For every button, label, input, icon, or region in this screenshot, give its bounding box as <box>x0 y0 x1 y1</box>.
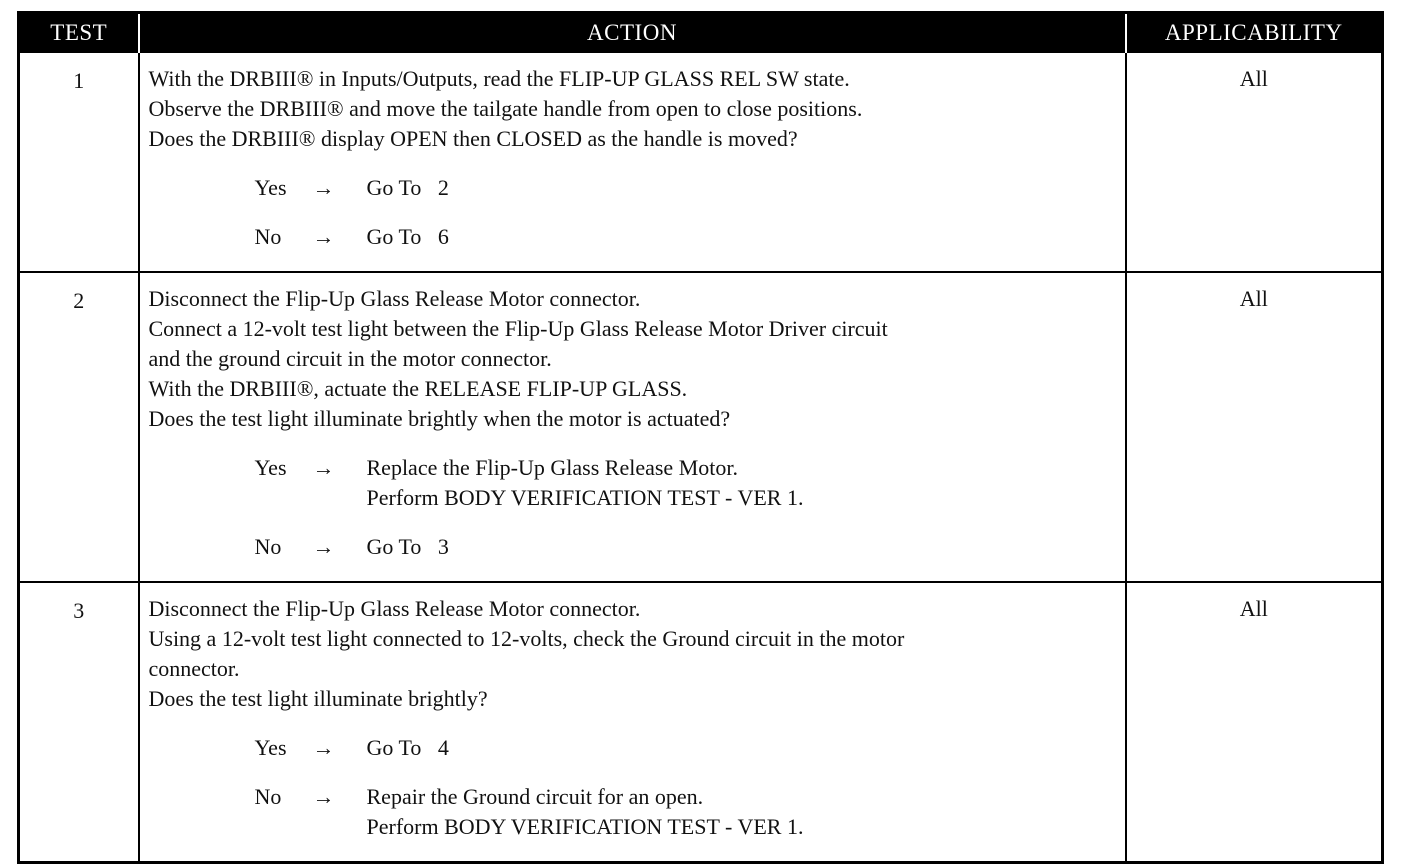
action-cell <box>139 272 1126 582</box>
header-action: ACTION <box>139 13 1126 53</box>
outcome-result-line: Repair the Ground circuit for an open. <box>366 784 704 809</box>
outcome-answer: No <box>254 784 282 809</box>
outcome-result-line: Perform BODY VERIFICATION TEST - VER 1. <box>366 485 804 510</box>
table-body <box>19 52 1383 863</box>
outcome-result <box>367 782 804 842</box>
outcome-result-line: Go To 3 <box>366 534 449 559</box>
outcomes <box>149 453 1125 562</box>
outcomes <box>149 733 1125 842</box>
action-cell <box>139 52 1126 272</box>
outcome-result <box>367 733 449 763</box>
outcome-no <box>255 222 1125 252</box>
outcome-no <box>255 532 1125 562</box>
action-instruction: Disconnect the Flip-Up Glass Release Motor connector. <box>148 286 641 311</box>
action-instruction: Using a 12-volt test light connected to 12-volts, check the Ground circuit in the motor <box>148 626 905 651</box>
outcome-no <box>255 782 1125 842</box>
action-instruction: Disconnect the Flip-Up Glass Release Motor connector. <box>148 596 641 621</box>
outcome-result <box>367 173 449 203</box>
action-instruction: Does the test light illuminate brightly? <box>148 686 488 711</box>
outcome-result <box>367 532 449 562</box>
table-row <box>19 582 1383 863</box>
applicability-value: All <box>1126 582 1383 863</box>
test-number: 1 <box>19 52 139 272</box>
test-number: 3 <box>19 582 139 863</box>
action-instruction: With the DRBIII®, actuate the RELEASE FLIP-UP GLASS. <box>148 376 688 401</box>
outcome-yes <box>255 173 1125 203</box>
outcome-result-line: Perform BODY VERIFICATION TEST - VER 1. <box>366 814 804 839</box>
applicability-value: All <box>1126 272 1383 582</box>
outcome-yes <box>255 453 1125 513</box>
right-arrow-icon: → <box>312 735 335 760</box>
outcome-answer: No <box>254 534 282 559</box>
action-instruction: Observe the DRBIII® and move the tailgate handle from open to close positions. <box>148 96 863 121</box>
action-instruction: Connect a 12-volt test light between the Flip-Up Glass Release Motor Driver circuit <box>148 316 888 341</box>
action-instruction: and the ground circuit in the motor connector. <box>148 346 552 371</box>
table-row <box>19 272 1383 582</box>
header-test: TEST <box>19 13 139 53</box>
outcome-result-line: Go To 4 <box>366 735 449 760</box>
outcome-result-line: Go To 2 <box>366 175 449 200</box>
right-arrow-icon: → <box>312 175 335 200</box>
outcome-answer: Yes <box>254 735 287 760</box>
action-instruction: connector. <box>148 656 240 681</box>
action-instruction: Does the DRBIII® display OPEN then CLOSED as the handle is moved? <box>148 126 798 151</box>
action-instruction: Does the test light illuminate brightly when the motor is actuated? <box>148 406 731 431</box>
right-arrow-icon: → <box>312 224 335 249</box>
outcome-result-line: Go To 6 <box>366 224 449 249</box>
action-instruction: With the DRBIII® in Inputs/Outputs, read the FLIP-UP GLASS REL SW state. <box>148 66 850 91</box>
table-row <box>19 52 1383 272</box>
diagnostic-test-table <box>17 11 1384 864</box>
outcome-answer: Yes <box>254 455 287 480</box>
header-applicability: APPLICABILITY <box>1126 13 1383 53</box>
right-arrow-icon: → <box>312 784 335 809</box>
outcome-result-line: Replace the Flip-Up Glass Release Motor. <box>366 455 738 480</box>
header-row <box>19 13 1383 53</box>
right-arrow-icon: → <box>312 455 335 480</box>
outcomes <box>149 173 1125 252</box>
action-cell <box>139 582 1126 863</box>
outcome-yes <box>255 733 1125 763</box>
outcome-result <box>367 453 804 513</box>
outcome-answer: Yes <box>254 175 287 200</box>
outcome-result <box>367 222 449 252</box>
outcome-answer: No <box>254 224 282 249</box>
applicability-value: All <box>1126 52 1383 272</box>
right-arrow-icon: → <box>312 534 335 559</box>
test-number: 2 <box>19 272 139 582</box>
